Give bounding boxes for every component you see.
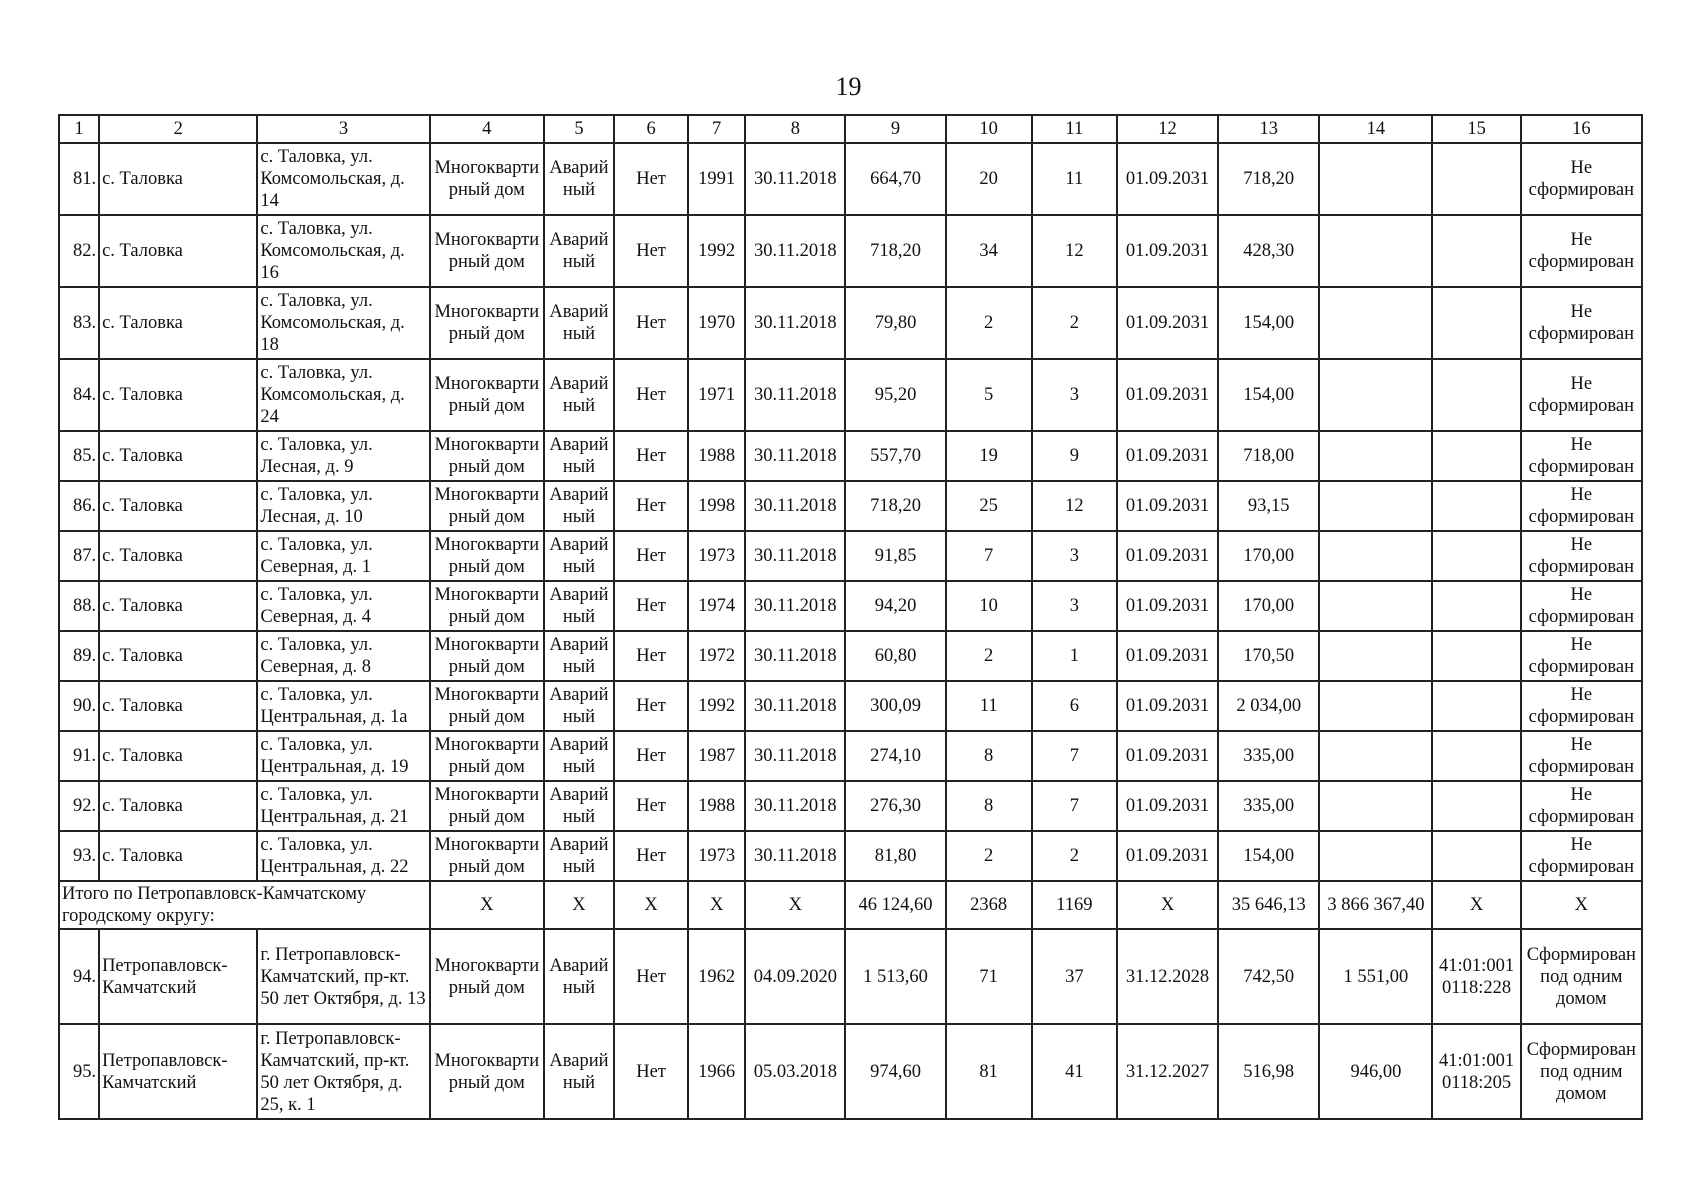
settlement-cell: с. Таловка	[99, 581, 257, 631]
table-row	[59, 781, 1642, 831]
residents-cell: 11	[946, 681, 1032, 731]
residents-cell: 2	[946, 287, 1032, 359]
rooms-cell: 2	[1032, 287, 1117, 359]
table-row	[59, 531, 1642, 581]
col6-cell: Нет	[614, 531, 688, 581]
col14-cell	[1319, 831, 1432, 881]
column-number: 14	[1319, 115, 1432, 143]
col13-cell: 742,50	[1218, 929, 1319, 1024]
col6-cell: Нет	[614, 1024, 688, 1119]
area-cell: 718,20	[845, 481, 945, 531]
building-type-cell: Многоквартирный дом	[430, 929, 544, 1024]
land-status-cell: Не сформирован	[1521, 431, 1642, 481]
area-cell: 557,70	[845, 431, 945, 481]
land-status-cell: Не сформирован	[1521, 143, 1642, 215]
building-type-cell: Многоквартирный дом	[430, 531, 544, 581]
area-cell: 81,80	[845, 831, 945, 881]
year-cell: 1992	[688, 681, 745, 731]
year-cell: 1974	[688, 581, 745, 631]
col14-cell: 1 551,00	[1319, 929, 1432, 1024]
rooms-cell: 3	[1032, 359, 1117, 431]
year-cell: 1973	[688, 531, 745, 581]
date-cell: 04.09.2020	[745, 929, 845, 1024]
col13-cell: 93,15	[1218, 481, 1319, 531]
row-number: 95.	[59, 1024, 99, 1119]
col6-cell: Нет	[614, 731, 688, 781]
row-number: 82.	[59, 215, 99, 287]
area-cell: 974,60	[845, 1024, 945, 1119]
land-status-cell: Не сформирован	[1521, 215, 1642, 287]
col15-cell	[1432, 581, 1520, 631]
rooms-cell: 11	[1032, 143, 1117, 215]
year-cell: 1971	[688, 359, 745, 431]
table-row	[59, 431, 1642, 481]
rooms-cell: 7	[1032, 781, 1117, 831]
area-cell: 95,20	[845, 359, 945, 431]
date-cell: 30.11.2018	[745, 831, 845, 881]
building-type-cell: Многоквартирный дом	[430, 481, 544, 531]
deadline-cell: 01.09.2031	[1117, 359, 1218, 431]
col15-cell	[1432, 781, 1520, 831]
table-row	[59, 831, 1642, 881]
area-cell: 718,20	[845, 215, 945, 287]
address-cell: с. Таловка, ул. Северная, д. 4	[257, 581, 429, 631]
address-cell: г. Петропавловск-Камчатский, пр-кт. 50 лет Октября, д. 13	[257, 929, 429, 1024]
col6-cell: Нет	[614, 215, 688, 287]
status-cell: Аварийный	[544, 1024, 614, 1119]
col15-cell	[1432, 831, 1520, 881]
settlement-cell: Петропавловск-Камчатский	[99, 1024, 257, 1119]
col6-cell: Нет	[614, 681, 688, 731]
deadline-cell: 01.09.2031	[1117, 731, 1218, 781]
deadline-cell: 01.09.2031	[1117, 431, 1218, 481]
deadline-cell: 01.09.2031	[1117, 143, 1218, 215]
col15-cell	[1432, 731, 1520, 781]
area-cell: 300,09	[845, 681, 945, 731]
column-number: 10	[946, 115, 1032, 143]
deadline-cell: 01.09.2031	[1117, 287, 1218, 359]
col13-cell: 335,00	[1218, 731, 1319, 781]
residents-cell: 19	[946, 431, 1032, 481]
page-number: 19	[835, 72, 862, 101]
land-status-cell: Не сформирован	[1521, 481, 1642, 531]
building-type-cell: Многоквартирный дом	[430, 431, 544, 481]
total-cell: X	[614, 881, 688, 929]
col15-cell	[1432, 681, 1520, 731]
date-cell: 30.11.2018	[745, 681, 845, 731]
deadline-cell: 31.12.2027	[1117, 1024, 1218, 1119]
building-type-cell: Многоквартирный дом	[430, 143, 544, 215]
col13-cell: 428,30	[1218, 215, 1319, 287]
land-status-cell: Не сформирован	[1521, 287, 1642, 359]
total-rooms-cell: 1169	[1032, 881, 1117, 929]
col14-cell	[1319, 287, 1432, 359]
table-row	[59, 287, 1642, 359]
land-status-cell: Сформирован под одним домом	[1521, 1024, 1642, 1119]
col15-cell	[1432, 143, 1520, 215]
row-number: 91.	[59, 731, 99, 781]
residents-cell: 7	[946, 531, 1032, 581]
rooms-cell: 37	[1032, 929, 1117, 1024]
column-number: 5	[544, 115, 614, 143]
col14-cell	[1319, 681, 1432, 731]
date-cell: 30.11.2018	[745, 431, 845, 481]
column-number: 3	[257, 115, 429, 143]
date-cell: 30.11.2018	[745, 631, 845, 681]
column-number: 6	[614, 115, 688, 143]
land-status-cell: Не сформирован	[1521, 359, 1642, 431]
total-cell: X	[1521, 881, 1642, 929]
deadline-cell: 01.09.2031	[1117, 481, 1218, 531]
status-cell: Аварийный	[544, 781, 614, 831]
table-row	[59, 1024, 1642, 1119]
address-cell: с. Таловка, ул. Северная, д. 8	[257, 631, 429, 681]
col6-cell: Нет	[614, 431, 688, 481]
settlement-cell: с. Таловка	[99, 731, 257, 781]
date-cell: 30.11.2018	[745, 531, 845, 581]
status-cell: Аварийный	[544, 631, 614, 681]
residents-cell: 25	[946, 481, 1032, 531]
deadline-cell: 01.09.2031	[1117, 831, 1218, 881]
year-cell: 1991	[688, 143, 745, 215]
col15-cell	[1432, 359, 1520, 431]
address-cell: с. Таловка, ул. Комсомольская, д. 24	[257, 359, 429, 431]
building-type-cell: Многоквартирный дом	[430, 215, 544, 287]
table-row	[59, 631, 1642, 681]
total-residents-cell: 2368	[946, 881, 1032, 929]
status-cell: Аварийный	[544, 481, 614, 531]
total-cell: X	[1117, 881, 1218, 929]
table-row	[59, 143, 1642, 215]
status-cell: Аварийный	[544, 287, 614, 359]
deadline-cell: 01.09.2031	[1117, 681, 1218, 731]
column-number: 2	[99, 115, 257, 143]
building-type-cell: Многоквартирный дом	[430, 681, 544, 731]
rooms-cell: 6	[1032, 681, 1117, 731]
rooms-cell: 12	[1032, 215, 1117, 287]
col15-cell	[1432, 287, 1520, 359]
building-type-cell: Многоквартирный дом	[430, 1024, 544, 1119]
col13-cell: 335,00	[1218, 781, 1319, 831]
rooms-cell: 7	[1032, 731, 1117, 781]
row-number: 88.	[59, 581, 99, 631]
table-row	[59, 359, 1642, 431]
status-cell: Аварийный	[544, 143, 614, 215]
area-cell: 664,70	[845, 143, 945, 215]
address-cell: г. Петропавловск-Камчатский, пр-кт. 50 лет Октября, д. 25, к. 1	[257, 1024, 429, 1119]
col13-cell: 170,50	[1218, 631, 1319, 681]
total-cell: X	[688, 881, 745, 929]
year-cell: 1972	[688, 631, 745, 681]
column-number: 16	[1521, 115, 1642, 143]
col13-cell: 516,98	[1218, 1024, 1319, 1119]
col14-cell	[1319, 143, 1432, 215]
deadline-cell: 01.09.2031	[1117, 581, 1218, 631]
settlement-cell: с. Таловка	[99, 287, 257, 359]
year-cell: 1992	[688, 215, 745, 287]
residents-cell: 5	[946, 359, 1032, 431]
status-cell: Аварийный	[544, 731, 614, 781]
row-number: 81.	[59, 143, 99, 215]
row-number: 93.	[59, 831, 99, 881]
total-col13-cell: 35 646,13	[1218, 881, 1319, 929]
row-number: 86.	[59, 481, 99, 531]
deadline-cell: 31.12.2028	[1117, 929, 1218, 1024]
area-cell: 94,20	[845, 581, 945, 631]
total-cell: X	[745, 881, 845, 929]
column-number: 13	[1218, 115, 1319, 143]
residents-cell: 81	[946, 1024, 1032, 1119]
residents-cell: 71	[946, 929, 1032, 1024]
residents-cell: 34	[946, 215, 1032, 287]
row-number: 89.	[59, 631, 99, 681]
year-cell: 1966	[688, 1024, 745, 1119]
row-number: 83.	[59, 287, 99, 359]
rooms-cell: 3	[1032, 581, 1117, 631]
date-cell: 05.03.2018	[745, 1024, 845, 1119]
col14-cell	[1319, 215, 1432, 287]
area-cell: 91,85	[845, 531, 945, 581]
deadline-cell: 01.09.2031	[1117, 631, 1218, 681]
total-row	[59, 881, 1642, 929]
land-status-cell: Не сформирован	[1521, 531, 1642, 581]
status-cell: Аварийный	[544, 215, 614, 287]
area-cell: 274,10	[845, 731, 945, 781]
year-cell: 1987	[688, 731, 745, 781]
address-cell: с. Таловка, ул. Лесная, д. 9	[257, 431, 429, 481]
status-cell: Аварийный	[544, 831, 614, 881]
col14-cell	[1319, 631, 1432, 681]
settlement-cell: с. Таловка	[99, 431, 257, 481]
deadline-cell: 01.09.2031	[1117, 781, 1218, 831]
address-cell: с. Таловка, ул. Северная, д. 1	[257, 531, 429, 581]
land-status-cell: Не сформирован	[1521, 831, 1642, 881]
address-cell: с. Таловка, ул. Центральная, д. 21	[257, 781, 429, 831]
col15-cell	[1432, 631, 1520, 681]
col6-cell: Нет	[614, 581, 688, 631]
col6-cell: Нет	[614, 781, 688, 831]
settlement-cell: с. Таловка	[99, 531, 257, 581]
date-cell: 30.11.2018	[745, 781, 845, 831]
rooms-cell: 9	[1032, 431, 1117, 481]
row-number: 92.	[59, 781, 99, 831]
address-cell: с. Таловка, ул. Комсомольская, д. 14	[257, 143, 429, 215]
col13-cell: 154,00	[1218, 359, 1319, 431]
column-number: 12	[1117, 115, 1218, 143]
col14-cell	[1319, 781, 1432, 831]
column-number: 7	[688, 115, 745, 143]
land-status-cell: Не сформирован	[1521, 631, 1642, 681]
settlement-cell: с. Таловка	[99, 359, 257, 431]
settlement-cell: с. Таловка	[99, 215, 257, 287]
residents-cell: 8	[946, 731, 1032, 781]
building-type-cell: Многоквартирный дом	[430, 287, 544, 359]
residents-cell: 20	[946, 143, 1032, 215]
total-area-cell: 46 124,60	[845, 881, 945, 929]
column-number: 9	[845, 115, 945, 143]
area-cell: 276,30	[845, 781, 945, 831]
rooms-cell: 1	[1032, 631, 1117, 681]
building-type-cell: Многоквартирный дом	[430, 359, 544, 431]
year-cell: 1988	[688, 431, 745, 481]
table-row	[59, 929, 1642, 1024]
col6-cell: Нет	[614, 287, 688, 359]
rooms-cell: 3	[1032, 531, 1117, 581]
deadline-cell: 01.09.2031	[1117, 531, 1218, 581]
table-row	[59, 731, 1642, 781]
status-cell: Аварийный	[544, 431, 614, 481]
settlement-cell: с. Таловка	[99, 831, 257, 881]
settlement-cell: с. Таловка	[99, 781, 257, 831]
area-cell: 1 513,60	[845, 929, 945, 1024]
col13-cell: 718,20	[1218, 143, 1319, 215]
total-col14-cell: 3 866 367,40	[1319, 881, 1432, 929]
col14-cell	[1319, 581, 1432, 631]
address-cell: с. Таловка, ул. Комсомольская, д. 16	[257, 215, 429, 287]
col6-cell: Нет	[614, 481, 688, 531]
total-cell: X	[1432, 881, 1520, 929]
col14-cell	[1319, 531, 1432, 581]
address-cell: с. Таловка, ул. Лесная, д. 10	[257, 481, 429, 531]
table-row	[59, 215, 1642, 287]
row-number: 90.	[59, 681, 99, 731]
land-status-cell: Не сформирован	[1521, 681, 1642, 731]
col6-cell: Нет	[614, 143, 688, 215]
settlement-cell: с. Таловка	[99, 143, 257, 215]
cadastral-number-cell: 41:01:0010118:228	[1432, 929, 1520, 1024]
land-status-cell: Не сформирован	[1521, 731, 1642, 781]
settlement-cell: Петропавловск-Камчатский	[99, 929, 257, 1024]
status-cell: Аварийный	[544, 929, 614, 1024]
status-cell: Аварийный	[544, 581, 614, 631]
col13-cell: 2 034,00	[1218, 681, 1319, 731]
status-cell: Аварийный	[544, 681, 614, 731]
total-label: Итого по Петропавловск-Камчатскому городскому округу:	[59, 881, 430, 929]
date-cell: 30.11.2018	[745, 731, 845, 781]
year-cell: 1998	[688, 481, 745, 531]
address-cell: с. Таловка, ул. Комсомольская, д. 18	[257, 287, 429, 359]
settlement-cell: с. Таловка	[99, 481, 257, 531]
status-cell: Аварийный	[544, 531, 614, 581]
area-cell: 79,80	[845, 287, 945, 359]
col14-cell	[1319, 731, 1432, 781]
land-status-cell: Не сформирован	[1521, 781, 1642, 831]
settlement-cell: с. Таловка	[99, 631, 257, 681]
address-cell: с. Таловка, ул. Центральная, д. 22	[257, 831, 429, 881]
date-cell: 30.11.2018	[745, 481, 845, 531]
column-number: 4	[430, 115, 544, 143]
settlement-cell: с. Таловка	[99, 681, 257, 731]
residents-cell: 2	[946, 831, 1032, 881]
building-type-cell: Многоквартирный дом	[430, 581, 544, 631]
status-cell: Аварийный	[544, 359, 614, 431]
col15-cell	[1432, 431, 1520, 481]
year-cell: 1970	[688, 287, 745, 359]
address-cell: с. Таловка, ул. Центральная, д. 19	[257, 731, 429, 781]
row-number: 84.	[59, 359, 99, 431]
area-cell: 60,80	[845, 631, 945, 681]
total-cell: X	[544, 881, 614, 929]
date-cell: 30.11.2018	[745, 143, 845, 215]
date-cell: 30.11.2018	[745, 359, 845, 431]
building-type-cell: Многоквартирный дом	[430, 831, 544, 881]
row-number: 85.	[59, 431, 99, 481]
col13-cell: 154,00	[1218, 831, 1319, 881]
column-number-row	[59, 115, 1642, 143]
column-number: 15	[1432, 115, 1520, 143]
rooms-cell: 2	[1032, 831, 1117, 881]
row-number: 87.	[59, 531, 99, 581]
col13-cell: 170,00	[1218, 581, 1319, 631]
deadline-cell: 01.09.2031	[1117, 215, 1218, 287]
col6-cell: Нет	[614, 359, 688, 431]
table-row	[59, 481, 1642, 531]
col14-cell	[1319, 359, 1432, 431]
year-cell: 1962	[688, 929, 745, 1024]
cadastral-number-cell: 41:01:0010118:205	[1432, 1024, 1520, 1119]
col13-cell: 170,00	[1218, 531, 1319, 581]
year-cell: 1973	[688, 831, 745, 881]
col15-cell	[1432, 481, 1520, 531]
date-cell: 30.11.2018	[745, 287, 845, 359]
date-cell: 30.11.2018	[745, 581, 845, 631]
building-type-cell: Многоквартирный дом	[430, 781, 544, 831]
year-cell: 1988	[688, 781, 745, 831]
emergency-housing-table	[58, 114, 1643, 1120]
date-cell: 30.11.2018	[745, 215, 845, 287]
land-status-cell: Не сформирован	[1521, 581, 1642, 631]
col14-cell	[1319, 481, 1432, 531]
col13-cell: 154,00	[1218, 287, 1319, 359]
col13-cell: 718,00	[1218, 431, 1319, 481]
col14-cell	[1319, 431, 1432, 481]
rooms-cell: 12	[1032, 481, 1117, 531]
total-cell: X	[430, 881, 544, 929]
col6-cell: Нет	[614, 631, 688, 681]
column-number: 8	[745, 115, 845, 143]
column-number: 11	[1032, 115, 1117, 143]
table-row	[59, 581, 1642, 631]
col6-cell: Нет	[614, 929, 688, 1024]
col6-cell: Нет	[614, 831, 688, 881]
building-type-cell: Многоквартирный дом	[430, 631, 544, 681]
table-row	[59, 681, 1642, 731]
col15-cell	[1432, 215, 1520, 287]
residents-cell: 8	[946, 781, 1032, 831]
col15-cell	[1432, 531, 1520, 581]
col14-cell: 946,00	[1319, 1024, 1432, 1119]
address-cell: с. Таловка, ул. Центральная, д. 1а	[257, 681, 429, 731]
residents-cell: 2	[946, 631, 1032, 681]
land-status-cell: Сформирован под одним домом	[1521, 929, 1642, 1024]
column-number: 1	[59, 115, 99, 143]
residents-cell: 10	[946, 581, 1032, 631]
row-number: 94.	[59, 929, 99, 1024]
rooms-cell: 41	[1032, 1024, 1117, 1119]
building-type-cell: Многоквартирный дом	[430, 731, 544, 781]
